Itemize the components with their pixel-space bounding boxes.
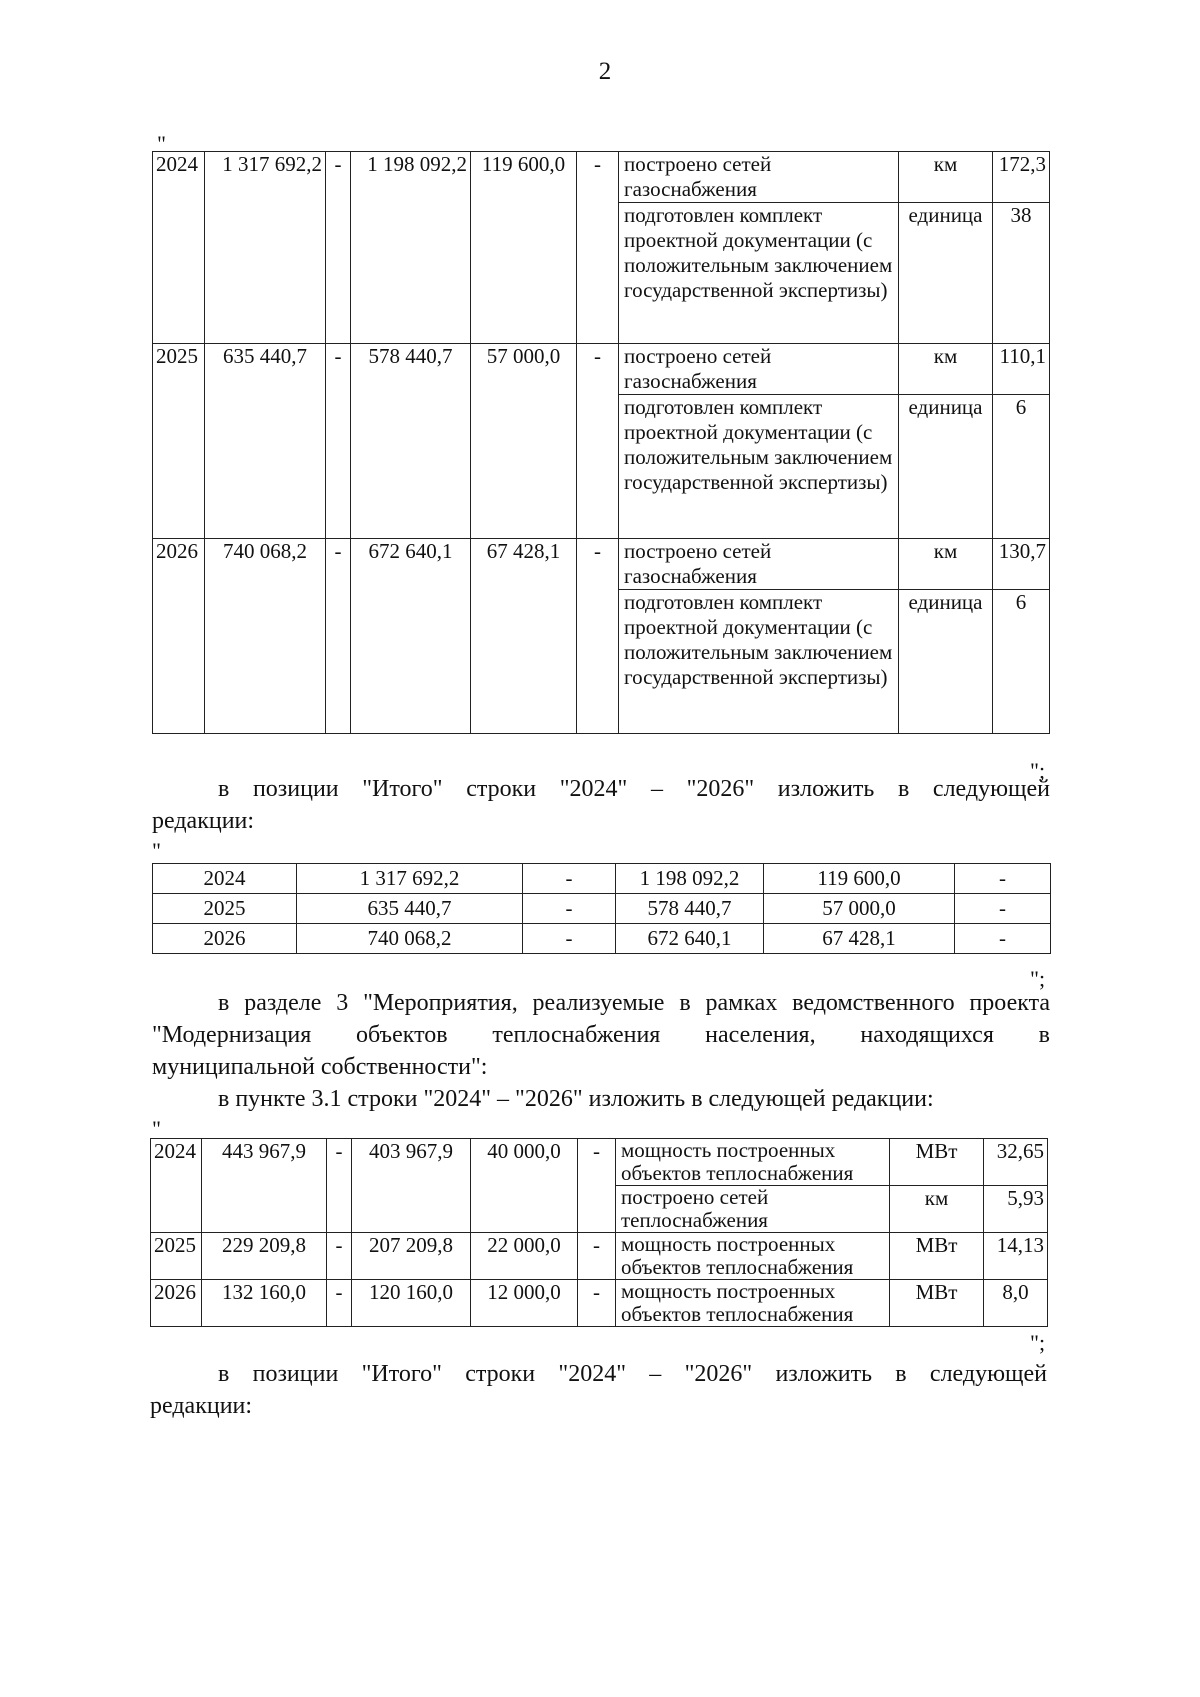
value-cell: 14,13: [984, 1233, 1048, 1280]
paragraph-line: в разделе 3 "Мероприятия, реализуемые в рамках ведомственного проекта: [218, 990, 1050, 1016]
federal-cell: -: [326, 152, 351, 344]
unit-cell: МВт: [890, 1139, 984, 1186]
total-cell: 1 317 692,2: [297, 864, 523, 894]
table-row: [153, 894, 1051, 924]
value-cell: 8,0: [984, 1280, 1048, 1327]
local-cell: 67 428,1: [471, 539, 577, 734]
unit-cell: км: [899, 539, 993, 590]
result-text-cell: построено сетей теплоснабжения: [616, 1186, 890, 1233]
total-cell: 443 967,9: [202, 1139, 327, 1233]
total-cell: 1 317 692,2: [205, 152, 326, 344]
regional-cell: 1 198 092,2: [351, 152, 471, 344]
regional-cell: 672 640,1: [351, 539, 471, 734]
year-cell: 2024: [153, 152, 205, 344]
other-cell: -: [577, 344, 619, 539]
table-row: [153, 864, 1051, 894]
local-cell: 119 600,0: [471, 152, 577, 344]
result-text-cell: построено сетей газоснабжения: [619, 152, 899, 203]
total-cell: 740 068,2: [297, 924, 523, 954]
paragraph-line: муниципальной собственности":: [152, 1054, 488, 1080]
regional-cell: 207 209,8: [352, 1233, 471, 1280]
federal-cell: -: [523, 864, 616, 894]
year-cell: 2026: [151, 1280, 202, 1327]
quote-open-2: ": [152, 838, 161, 863]
other-cell: -: [955, 894, 1051, 924]
paragraph-line: редакции:: [150, 1393, 253, 1419]
table-row: [153, 539, 1050, 590]
local-cell: 67 428,1: [764, 924, 955, 954]
year-cell: 2025: [151, 1233, 202, 1280]
paragraph-line: "Модернизация объектов теплоснабжения населения, находящихся в: [152, 1022, 1050, 1048]
other-cell: -: [578, 1233, 616, 1280]
paragraph-line: в пункте 3.1 строки "2024" – "2026" изложить в следующей редакции:: [218, 1086, 934, 1112]
federal-cell: -: [326, 344, 351, 539]
unit-cell: единица: [899, 395, 993, 539]
federal-cell: -: [523, 894, 616, 924]
local-cell: 57 000,0: [764, 894, 955, 924]
value-cell: 172,3: [993, 152, 1050, 203]
regional-cell: 120 160,0: [352, 1280, 471, 1327]
local-cell: 57 000,0: [471, 344, 577, 539]
year-cell: 2024: [151, 1139, 202, 1233]
quote-close-3: ";: [1030, 1330, 1046, 1355]
paragraph-line: редакции:: [152, 808, 255, 834]
totals-table-gas: [152, 863, 1051, 954]
quote-close-1: ";: [1030, 758, 1046, 783]
regional-cell: 578 440,7: [616, 894, 764, 924]
value-cell: 110,1: [993, 344, 1050, 395]
paragraph-line: в позиции "Итого" строки "2024" – "2026" изложить в следующей: [218, 1361, 1047, 1387]
local-cell: 12 000,0: [471, 1280, 578, 1327]
regional-cell: 403 967,9: [352, 1139, 471, 1233]
total-cell: 229 209,8: [202, 1233, 327, 1280]
table-row: [151, 1280, 1048, 1327]
result-text-cell: построено сетей газоснабжения: [619, 344, 899, 395]
value-cell: 6: [993, 395, 1050, 539]
quote-close-2: ";: [1030, 966, 1046, 991]
result-text-cell: построено сетей газоснабжения: [619, 539, 899, 590]
value-cell: 32,65: [984, 1139, 1048, 1186]
other-cell: -: [577, 152, 619, 344]
federal-cell: -: [327, 1280, 352, 1327]
value-cell: 5,93: [984, 1186, 1048, 1233]
year-cell: 2026: [153, 924, 297, 954]
table-row: [153, 344, 1050, 395]
result-text-cell: мощность построенных объектов теплоснабжения: [616, 1139, 890, 1186]
year-cell: 2026: [153, 539, 205, 734]
federal-cell: -: [523, 924, 616, 954]
total-cell: 635 440,7: [297, 894, 523, 924]
total-cell: 635 440,7: [205, 344, 326, 539]
table-row: [151, 1233, 1048, 1280]
federal-cell: -: [327, 1139, 352, 1233]
other-cell: -: [577, 539, 619, 734]
result-text-cell: мощность построенных объектов теплоснабжения: [616, 1233, 890, 1280]
local-cell: 22 000,0: [471, 1233, 578, 1280]
year-cell: 2025: [153, 894, 297, 924]
gas-supply-table: [152, 151, 1050, 734]
unit-cell: км: [890, 1186, 984, 1233]
unit-cell: МВт: [890, 1280, 984, 1327]
table-row: [151, 1139, 1048, 1186]
heat-supply-table: [150, 1138, 1048, 1327]
local-cell: 40 000,0: [471, 1139, 578, 1233]
unit-cell: единица: [899, 203, 993, 344]
paragraph-line: в позиции "Итого" строки "2024" – "2026" изложить в следующей: [218, 776, 1050, 802]
regional-cell: 672 640,1: [616, 924, 764, 954]
result-text-cell: подготовлен комплект проектной документации (с положительным заключением государственной экспертизы): [619, 590, 899, 734]
regional-cell: 578 440,7: [351, 344, 471, 539]
unit-cell: км: [899, 152, 993, 203]
other-cell: -: [578, 1280, 616, 1327]
unit-cell: единица: [899, 590, 993, 734]
local-cell: 119 600,0: [764, 864, 955, 894]
result-text-cell: мощность построенных объектов теплоснабжения: [616, 1280, 890, 1327]
value-cell: 130,7: [993, 539, 1050, 590]
table-row: [153, 924, 1051, 954]
other-cell: -: [955, 924, 1051, 954]
unit-cell: МВт: [890, 1233, 984, 1280]
page-number: 2: [598, 58, 612, 85]
unit-cell: км: [899, 344, 993, 395]
quote-open-3: ": [152, 1116, 161, 1141]
federal-cell: -: [326, 539, 351, 734]
value-cell: 6: [993, 590, 1050, 734]
year-cell: 2024: [153, 864, 297, 894]
other-cell: -: [955, 864, 1051, 894]
total-cell: 740 068,2: [205, 539, 326, 734]
quote-open-1: ": [157, 131, 166, 156]
federal-cell: -: [327, 1233, 352, 1280]
total-cell: 132 160,0: [202, 1280, 327, 1327]
value-cell: 38: [993, 203, 1050, 344]
regional-cell: 1 198 092,2: [616, 864, 764, 894]
table-row: [153, 152, 1050, 203]
result-text-cell: подготовлен комплект проектной документации (с положительным заключением государственной экспертизы): [619, 395, 899, 539]
result-text-cell: подготовлен комплект проектной документации (с положительным заключением государственной экспертизы): [619, 203, 899, 344]
year-cell: 2025: [153, 344, 205, 539]
other-cell: -: [578, 1139, 616, 1233]
